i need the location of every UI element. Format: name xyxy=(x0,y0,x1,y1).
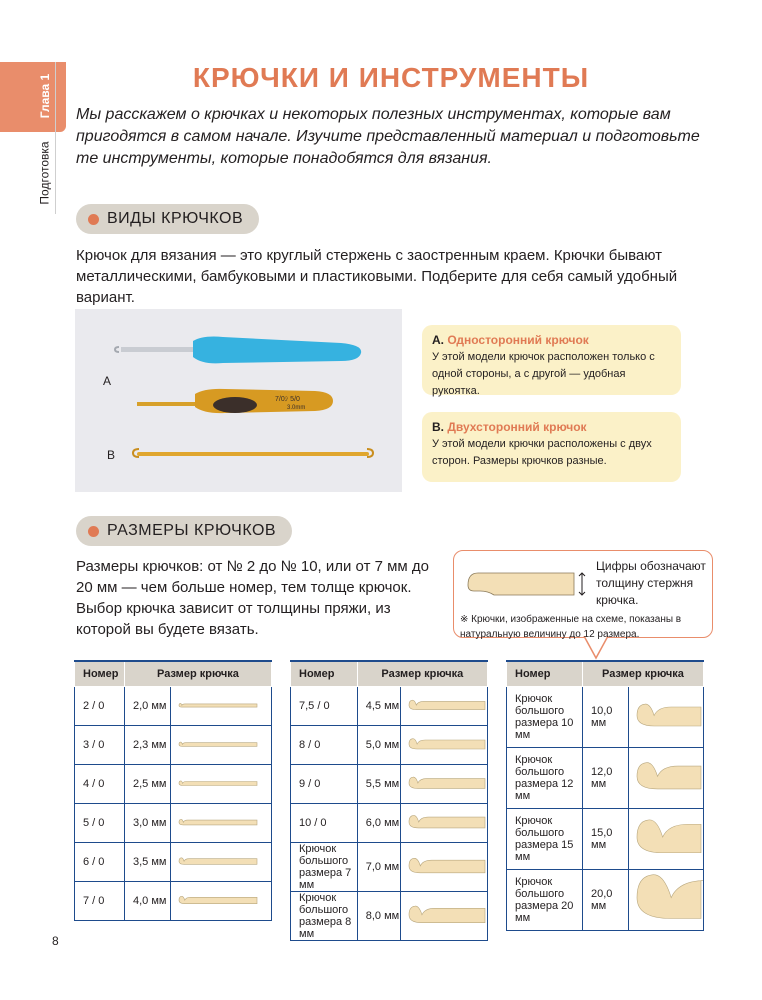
hook-shape-icon xyxy=(171,804,259,841)
hook-size: 5,5 мм xyxy=(357,764,400,803)
hook-shape-icon xyxy=(171,843,259,880)
hook-number: Крючок большого размера 12 мм xyxy=(507,747,583,808)
hook-image-cell xyxy=(401,803,488,842)
hook-size: 7,0 мм xyxy=(357,842,400,891)
callout-text: Цифры обозначают толщину стержня крючка. xyxy=(596,559,706,607)
hook-size: 2,3 мм xyxy=(125,725,171,764)
chapter-label: Глава 1 xyxy=(38,73,52,119)
hook-shape-icon xyxy=(171,765,259,802)
table-row xyxy=(75,881,272,920)
hook-size: 4,5 мм xyxy=(357,686,400,725)
hook-image-cell xyxy=(171,686,272,725)
table-row xyxy=(291,725,488,764)
hook-shape-icon xyxy=(401,897,487,934)
hook-image-cell xyxy=(171,842,272,881)
col-size-header: Размер крючка xyxy=(583,661,704,686)
hook-gold-marking: 7/0ｼ 5/0 xyxy=(275,396,300,403)
hook-number: 6 / 0 xyxy=(75,842,125,881)
hook-image-cell xyxy=(629,808,704,869)
hook-image-cell xyxy=(401,891,488,940)
size-table-1 xyxy=(74,660,272,921)
hooks-illustration xyxy=(75,309,402,492)
table-row xyxy=(291,686,488,725)
hook-image-cell xyxy=(401,842,488,891)
size-table-3-body xyxy=(507,686,704,930)
hook-gold-handle xyxy=(195,389,333,413)
hook-number: 2 / 0 xyxy=(75,686,125,725)
bullet-icon xyxy=(88,526,99,537)
hook-number: 9 / 0 xyxy=(291,764,358,803)
hook-number: 3 / 0 xyxy=(75,725,125,764)
hook-shape xyxy=(637,875,703,919)
hook-shape xyxy=(637,820,701,853)
hook-shape-icon xyxy=(401,804,487,841)
hook-size: 12,0 мм xyxy=(583,747,629,808)
hook-number: 5 / 0 xyxy=(75,803,125,842)
note-single-hook-letter: A. xyxy=(432,333,444,347)
hook-shape xyxy=(179,896,257,903)
hook-image-cell xyxy=(401,725,488,764)
col-size-header: Размер крючка xyxy=(125,661,272,686)
intro-text: Мы расскажем о крючках и некоторых полезных инструментах, которые вам пригодятся в самом начале. Изучите представленный материал и подготовьте те инструменты, которые понадобятся для вязания. xyxy=(76,106,700,167)
table-row xyxy=(75,764,272,803)
size-table-2 xyxy=(290,660,488,941)
note-single-hook-text: У этой модели крючок расположен только с одной стороны, а с другой — удобная рукоятка. xyxy=(432,351,655,397)
hook-number: Крючок большого размера 7 мм xyxy=(291,842,358,891)
hook-shape xyxy=(637,763,701,789)
table-row xyxy=(507,808,704,869)
note-double-hook-head xyxy=(432,420,671,434)
hook-image-cell xyxy=(171,881,272,920)
note-single-hook-name: Односторонний крючок xyxy=(447,333,589,347)
note-double-hook-name: Двухсторонний крючок xyxy=(447,420,587,434)
hook-a-handle xyxy=(193,337,361,364)
hook-shape-icon xyxy=(171,882,259,919)
col-number-header: Номер xyxy=(75,661,125,686)
page-number: 8 xyxy=(52,934,59,948)
hook-size: 5,0 мм xyxy=(357,725,400,764)
table-row xyxy=(507,747,704,808)
bullet-icon xyxy=(88,214,99,225)
hook-shape xyxy=(179,858,257,864)
hook-image-cell xyxy=(401,764,488,803)
hook-shape-icon xyxy=(629,748,703,807)
hook-number: Крючок большого размера 15 мм xyxy=(507,808,583,869)
size-table-3 xyxy=(506,660,704,931)
hook-b-shaft xyxy=(137,452,369,456)
table-row xyxy=(291,842,488,891)
note-double-hook-letter: B. xyxy=(432,420,444,434)
section-side-label-box xyxy=(36,132,54,214)
hook-shape xyxy=(409,700,485,709)
hook-size: 15,0 мм xyxy=(583,808,629,869)
section-heading-types-label: ВИДЫ КРЮЧКОВ xyxy=(107,210,244,227)
hook-a-tip xyxy=(115,347,119,352)
hook-gold-grip xyxy=(213,397,257,413)
hook-shape-icon xyxy=(629,870,703,929)
hook-number: 7,5 / 0 xyxy=(291,686,358,725)
hook-shape xyxy=(409,815,485,827)
table-row xyxy=(507,686,704,747)
hook-size: 20,0 мм xyxy=(583,869,629,930)
hook-number: 7 / 0 xyxy=(75,881,125,920)
hook-image-cell xyxy=(629,686,704,747)
hook-size: 4,0 мм xyxy=(125,881,171,920)
table-row xyxy=(291,891,488,940)
hook-number: Крючок большого размера 10 мм xyxy=(507,686,583,747)
col-number-header: Номер xyxy=(291,661,358,686)
table-row xyxy=(75,803,272,842)
hook-shape xyxy=(409,906,485,923)
hooks-photo xyxy=(75,309,402,492)
table-row xyxy=(75,725,272,764)
hook-gold-shaft xyxy=(137,402,197,406)
hook-shape-icon xyxy=(401,687,487,724)
hook-size: 6,0 мм xyxy=(357,803,400,842)
hook-shape-icon xyxy=(629,687,703,746)
hook-shape xyxy=(409,777,485,788)
size-table-2-body xyxy=(291,686,488,940)
note-double-hook-text: У этой модели крючки расположены с двух сторон. Размеры крючков разные. xyxy=(432,438,652,467)
hook-shape-icon xyxy=(401,765,487,802)
page-title: КРЮЧКИ И ИНСТРУМЕНТЫ xyxy=(192,62,590,93)
hook-size: 8,0 мм xyxy=(357,891,400,940)
hook-shape xyxy=(179,781,257,786)
hook-shape-icon xyxy=(171,687,259,724)
table-row xyxy=(291,764,488,803)
table-row xyxy=(291,803,488,842)
section-heading-types xyxy=(76,204,259,234)
hook-number: 8 / 0 xyxy=(291,725,358,764)
hook-shape-icon xyxy=(401,726,487,763)
photo-label-a: A xyxy=(103,374,112,388)
hook-image-cell xyxy=(171,725,272,764)
note-single-hook-head xyxy=(432,333,671,347)
hook-a-shaft xyxy=(121,347,193,352)
hook-number: 10 / 0 xyxy=(291,803,358,842)
table-row xyxy=(507,869,704,930)
section-side-label: Подготовка xyxy=(38,141,53,205)
hook-shape-icon xyxy=(401,848,487,885)
hook-image-cell xyxy=(629,747,704,808)
hook-size: 10,0 мм xyxy=(583,686,629,747)
hook-image-cell xyxy=(171,803,272,842)
note-single-hook xyxy=(422,325,681,395)
hook-gold-marking-mm: 3.0mm xyxy=(287,405,306,411)
hook-diagram-icon xyxy=(464,565,604,605)
hook-shape xyxy=(179,703,257,707)
photo-label-b: B xyxy=(107,448,116,462)
col-number-header: Номер xyxy=(507,661,583,686)
hook-size: 2,5 мм xyxy=(125,764,171,803)
hook-shape xyxy=(179,742,257,746)
section-heading-sizes xyxy=(76,516,292,546)
hook-number: 4 / 0 xyxy=(75,764,125,803)
table-row xyxy=(75,842,272,881)
sizes-text: Размеры крючков: от № 2 до № 10, или от 7 мм до 20 мм — чем больше номер, тем толще крючок. Выбор крючка зависит от толщины пряжи, из которой вы будете вязать. xyxy=(76,558,430,638)
hook-image-cell xyxy=(401,686,488,725)
hook-shape-icon xyxy=(171,726,259,763)
note-double-hook xyxy=(422,412,681,482)
hook-size: 3,5 мм xyxy=(125,842,171,881)
hook-shape xyxy=(409,858,485,873)
hook-shape-icon xyxy=(629,809,703,868)
hook-size: 3,0 мм xyxy=(125,803,171,842)
callout-note: ※ Крючки, изображенные на схеме, показаны в натуральную величину до 12 размера. xyxy=(460,614,682,640)
hook-image-cell xyxy=(629,869,704,930)
size-table-1-body xyxy=(75,686,272,920)
hook-shape xyxy=(409,739,485,749)
hook-number: Крючок большого размера 8 мм xyxy=(291,891,358,940)
hook-number: Крючок большого размера 20 мм xyxy=(507,869,583,930)
col-size-header: Размер крючка xyxy=(357,661,487,686)
hook-shape xyxy=(637,704,701,726)
hook-size: 2,0 мм xyxy=(125,686,171,725)
hook-shape xyxy=(179,819,257,825)
hook-image-cell xyxy=(171,764,272,803)
section-heading-sizes-label: РАЗМЕРЫ КРЮЧКОВ xyxy=(107,522,277,539)
types-text: Крючок для вязания — это круглый стержень с заостренным краем. Крючки бывают металлическими, бамбуковыми и пластиковыми. Подберите для себя самый удобный вариант. xyxy=(76,247,678,306)
table-row xyxy=(75,686,272,725)
